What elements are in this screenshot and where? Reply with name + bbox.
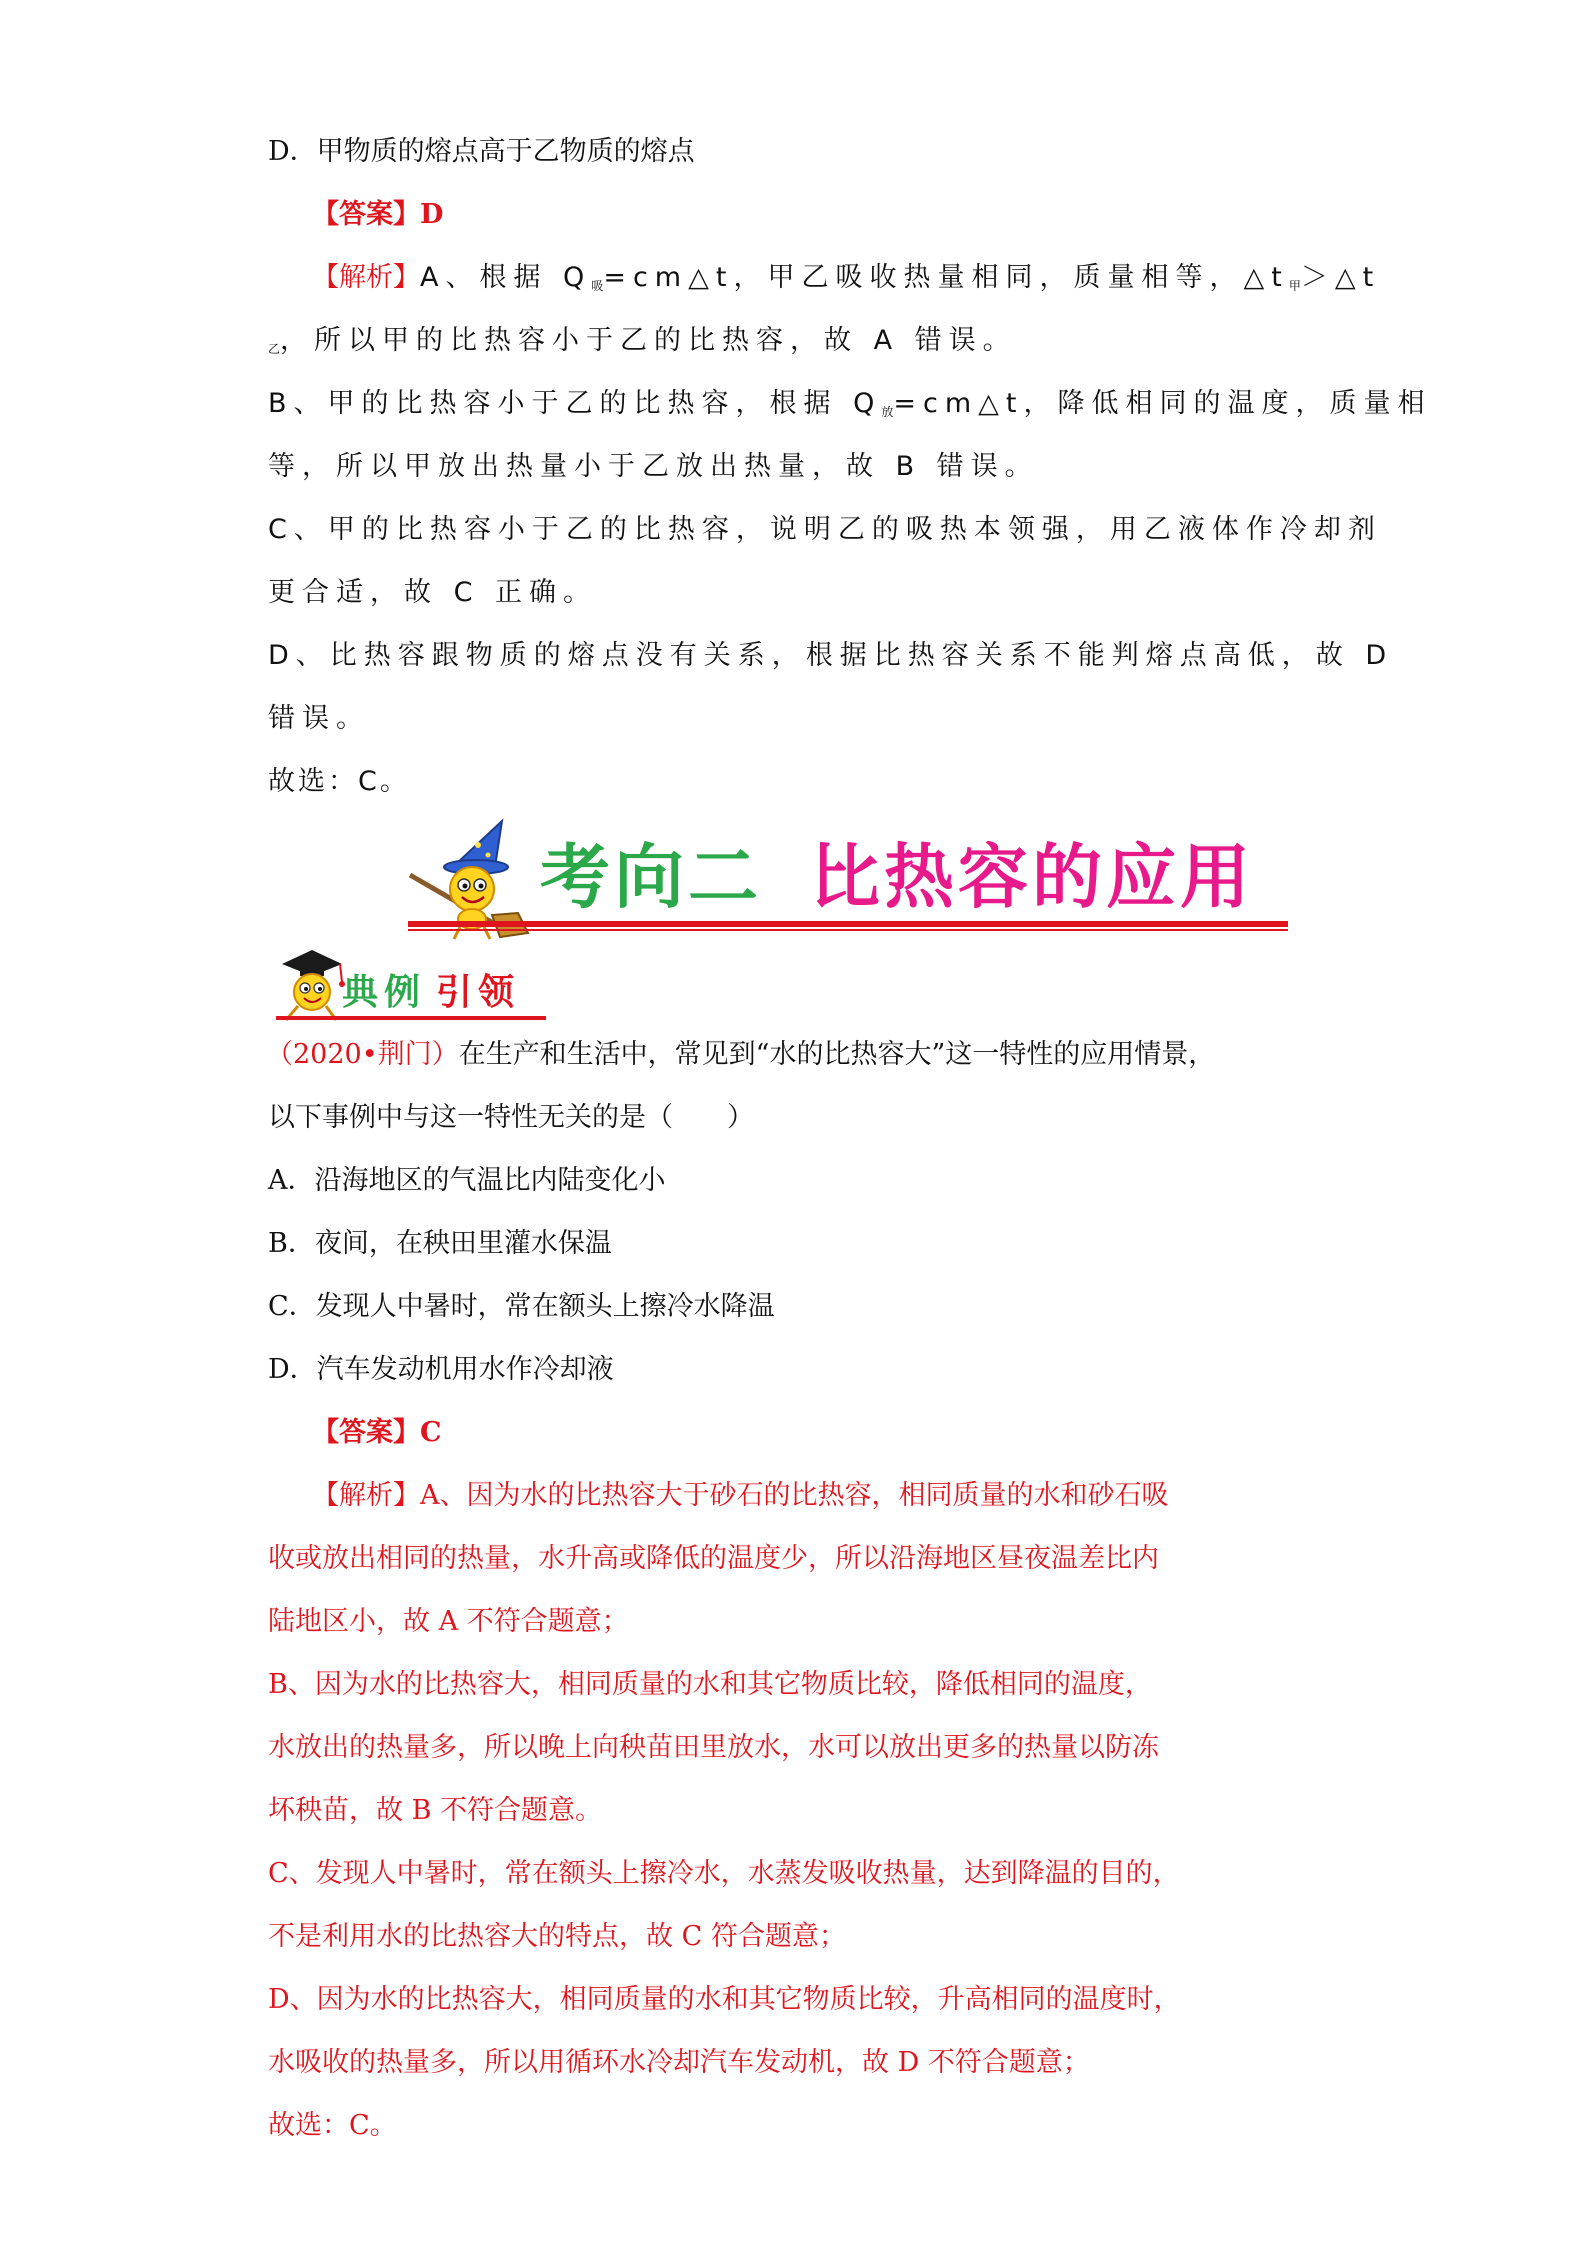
- section-divider: [408, 921, 1288, 927]
- section-title-part1: 考向二: [540, 835, 762, 918]
- prev-analysis-line-8: 错误。: [268, 703, 370, 734]
- prev-analysis-line-2: [268, 321, 1017, 369]
- example-label-part1: 典例: [342, 971, 427, 1013]
- question-analysis-line-2: 收或放出相同的热量，水升高或降低的温度少，所以沿海地区昼夜温差比内: [268, 1543, 1159, 1574]
- analysis-text: ，所以甲的比热容小于乙的比热容，故 A 错误。: [280, 325, 1017, 356]
- subscript: 放: [881, 405, 894, 419]
- subscript: 甲: [1288, 279, 1301, 293]
- question-analysis-line-5: 水放出的热量多，所以晚上向秧苗田里放水，水可以放出更多的热量以防冻: [268, 1732, 1159, 1763]
- section-banner: [400, 815, 1290, 945]
- question-analysis-line-10: 水吸收的热量多，所以用循环水冷却汽车发动机，故 D 不符合题意；: [268, 2047, 1090, 2078]
- example-header: [262, 940, 562, 1028]
- question-source: （2020•荆门）: [266, 1039, 459, 1070]
- analysis-text: A、因为水的比热容大于砂石的比热容，相同质量的水和砂石吸: [420, 1480, 1169, 1511]
- question-analysis-line-3: 陆地区小，故 A 不符合题意；: [268, 1606, 629, 1637]
- question-analysis-line-7: C、发现人中暑时，常在额头上擦冷水，水蒸发吸收热量，达到降温的目的，: [268, 1858, 1180, 1889]
- analysis-text: =cm△t，降低相同的温度，质量相: [893, 388, 1432, 419]
- question-option-a: A．沿海地区的气温比内陆变化小: [268, 1165, 666, 1196]
- question-option-b: B．夜间，在秧田里灌水保温: [268, 1228, 612, 1259]
- prev-analysis-line-3: [268, 384, 1432, 432]
- prev-choice: 故选：C。: [268, 766, 410, 797]
- question-answer: [312, 1413, 442, 1453]
- section-divider-thin: [408, 929, 1288, 931]
- prev-analysis-line-1: [312, 258, 1380, 306]
- question-analysis-line-8: 不是利用水的比热容大的特点，故 C 符合题意；: [268, 1921, 846, 1952]
- prev-analysis-line-7: D、比热容跟物质的熔点没有关系，根据比热容关系不能判熔点高低，故 D: [268, 640, 1394, 671]
- question-analysis-line-4: B、因为水的比热容大，相同质量的水和其它物质比较，降低相同的温度，: [268, 1669, 1152, 1700]
- analysis-tag: 【解析】: [312, 262, 420, 293]
- question-option-d: D．汽车发动机用水作冷却液: [268, 1354, 614, 1385]
- analysis-text: =cm△t，甲乙吸收热量相同，质量相等，△t: [603, 262, 1289, 293]
- analysis-text: B、甲的比热容小于乙的比热容，根据 Q: [268, 388, 882, 419]
- question-analysis-line-6: 坏秧苗，故 B 不符合题意。: [268, 1795, 603, 1826]
- answer-value: D: [420, 199, 444, 230]
- section-title: [540, 821, 1254, 922]
- question-stem-text: 在生产和生活中，常见到“水的比热容大”这一特性的应用情景，: [458, 1039, 1216, 1070]
- prev-analysis-line-5: C、甲的比热容小于乙的比热容，说明乙的吸热本领强，用乙液体作冷却剂: [268, 514, 1382, 545]
- prev-option-d: D．甲物质的熔点高于乙物质的熔点: [268, 136, 695, 167]
- analysis-tag: 【解析】: [312, 1480, 420, 1511]
- question-stem-line-1: [266, 1035, 1215, 1075]
- example-divider: [276, 1016, 546, 1020]
- question-stem-line-2: 以下事例中与这一特性无关的是（ ）: [268, 1102, 754, 1133]
- graduate-mascot-icon: [262, 940, 352, 1028]
- answer-value: C: [420, 1417, 442, 1448]
- prev-answer: [312, 195, 443, 235]
- question-analysis-line-1: [312, 1476, 1169, 1516]
- example-label-part2: 引领: [436, 971, 521, 1013]
- question-option-c: C．发现人中暑时，常在额头上擦冷水降温: [268, 1291, 775, 1322]
- answer-tag: 【答案】: [312, 199, 420, 230]
- analysis-text: A、根据 Q: [420, 262, 592, 293]
- analysis-text: ＞△t: [1300, 262, 1381, 293]
- prev-analysis-line-4: 等，所以甲放出热量小于乙放出热量，故 B 错误。: [268, 451, 1039, 482]
- example-label: [342, 964, 520, 1015]
- section-title-part2: 比热容的应用: [810, 835, 1254, 918]
- prev-analysis-line-6: 更合适，故 C 正确。: [268, 577, 598, 608]
- answer-tag: 【答案】: [312, 1417, 420, 1448]
- question-analysis-line-9: D、因为水的比热容大，相同质量的水和其它物质比较，升高相同的温度时，: [268, 1984, 1181, 2015]
- question-choice: 故选：C。: [268, 2110, 397, 2141]
- subscript: 乙: [268, 342, 281, 356]
- subscript: 吸: [591, 279, 604, 293]
